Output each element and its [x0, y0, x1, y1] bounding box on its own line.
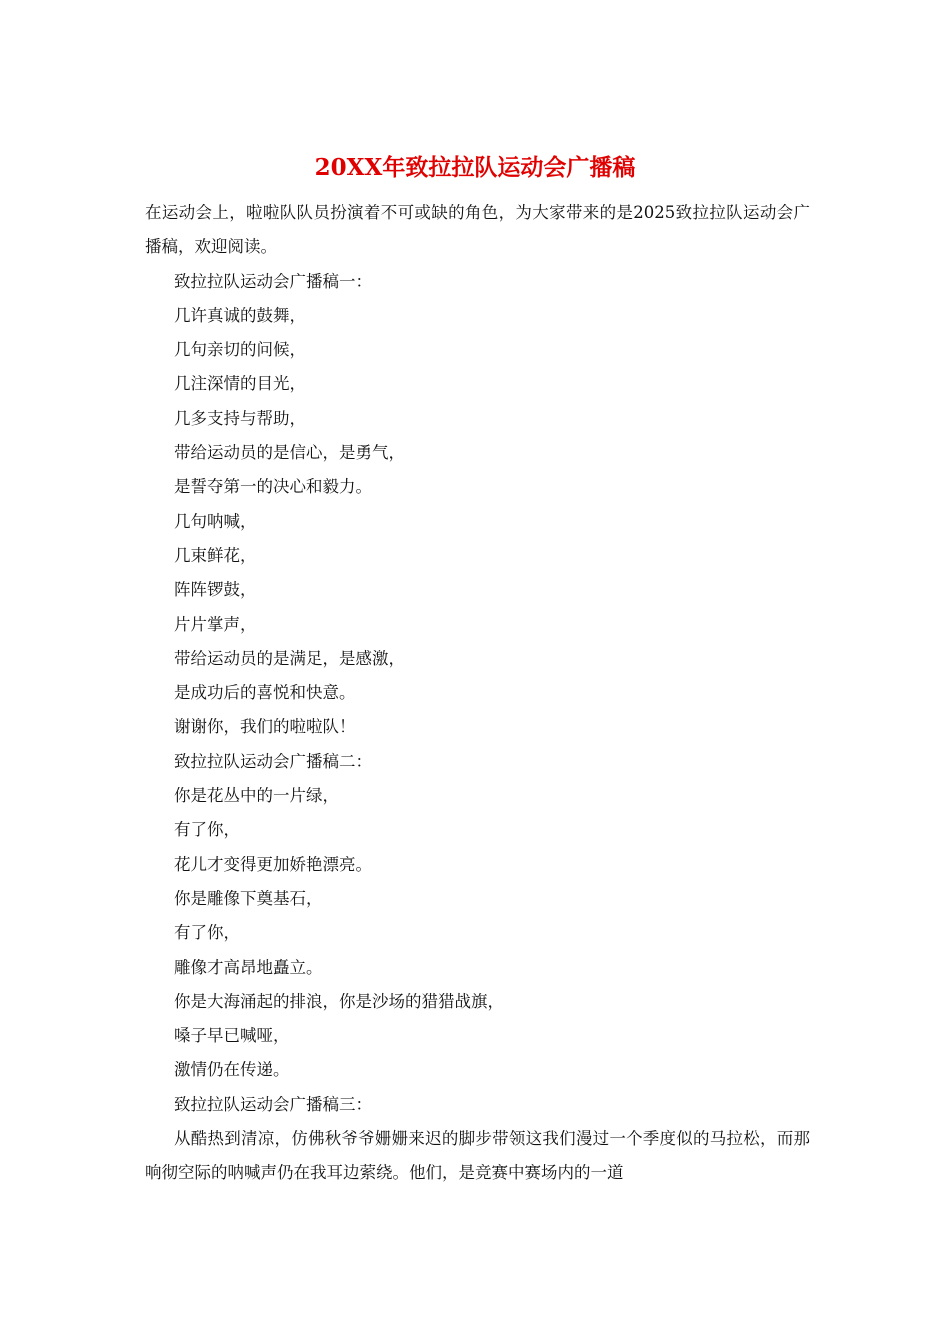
body-line: 带给运动员的是满足，是感激，	[174, 648, 405, 668]
body-line: 几句呐喊，	[174, 511, 257, 531]
body-line: 致拉拉队运动会广播稿三：	[174, 1094, 372, 1114]
body-line: 是成功后的喜悦和快意。	[174, 683, 356, 703]
closing-paragraph: 从酷热到清凉，仿佛秋爷爷姗姗来迟的脚步带领这我们漫过一个季度似的马拉松，而那响彻空际的呐喊声仍在我耳边萦绕。他们，是竞赛中赛场内的一道	[145, 1129, 810, 1183]
body-line: 是誓夺第一的决心和毅力。	[174, 477, 372, 497]
body-line: 几束鲜花，	[174, 545, 257, 565]
body-line: 几句亲切的问候，	[174, 340, 306, 360]
body-line: 雕像才高昂地矗立。	[174, 957, 323, 977]
body-line: 你是雕像下奠基石，	[174, 888, 323, 908]
intro-paragraph: 在运动会上，啦啦队队员扮演着不可或缺的角色，为大家带来的是2025致拉拉队运动会广播稿，欢迎阅读。	[145, 203, 810, 257]
body-line: 致拉拉队运动会广播稿二：	[174, 751, 372, 771]
body-line: 几多支持与帮助，	[174, 408, 306, 428]
document-body	[145, 196, 810, 1191]
body-line: 花儿才变得更加娇艳漂亮。	[174, 854, 372, 874]
body-line: 激情仍在传递。	[174, 1060, 290, 1080]
body-line: 几许真诚的鼓舞，	[174, 305, 306, 325]
body-line: 几注深情的目光，	[174, 374, 306, 394]
document-title: 20XX年致拉拉队运动会广播稿	[314, 154, 636, 181]
body-line: 有了你，	[174, 820, 240, 840]
body-line: 有了你，	[174, 923, 240, 943]
body-line: 致拉拉队运动会广播稿一：	[174, 271, 372, 291]
body-line: 阵阵锣鼓，	[174, 580, 257, 600]
body-line: 你是大海涌起的排浪，你是沙场的猎猎战旗，	[174, 991, 504, 1011]
body-line: 嗓子早已喊哑，	[174, 1026, 290, 1046]
body-line: 谢谢你，我们的啦啦队！	[174, 717, 356, 737]
body-line: 带给运动员的是信心，是勇气，	[174, 443, 405, 463]
body-line: 片片掌声，	[174, 614, 257, 634]
body-line: 你是花丛中的一片绿，	[174, 786, 339, 806]
